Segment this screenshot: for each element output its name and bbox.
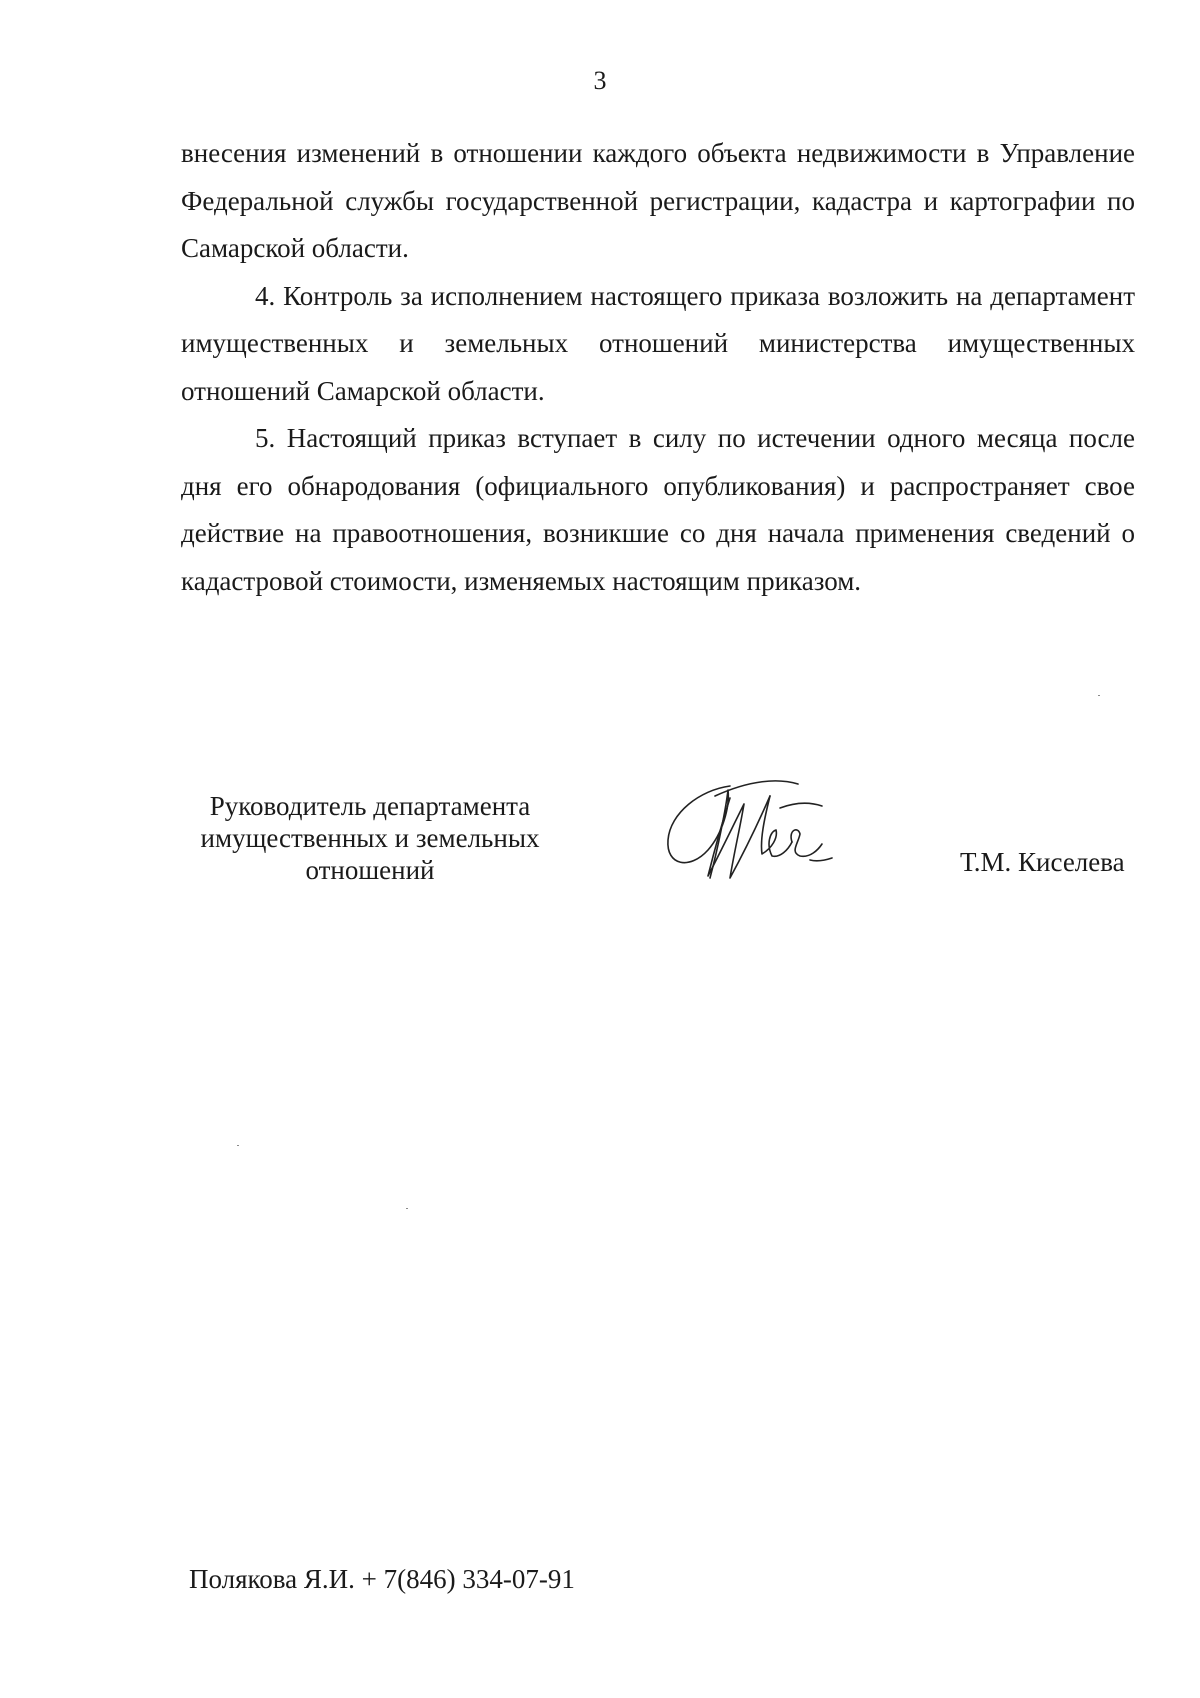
position-line-1: Руководитель департамента — [209, 791, 531, 821]
handwritten-signature — [660, 768, 860, 898]
scan-speck — [1098, 695, 1100, 696]
signer-name: Т.М. Киселева — [960, 847, 1125, 877]
position-line-2: имущественных и земельных — [200, 823, 540, 853]
paragraph-continuation: внесения изменений в отношении каждого объекта недвижимости в Управление Федеральной службы государственной регистрации, кадастра и картографии по Самарской области. — [181, 138, 1135, 263]
footer-contact: Полякова Я.И. + 7(846) 334-07-91 — [189, 1564, 575, 1594]
page-number: 3 — [593, 66, 607, 95]
scan-speck — [406, 1208, 408, 1209]
position-line-3: отношений — [305, 855, 435, 885]
paragraph-item-5: 5. Настоящий приказ вступает в силу по истечении одного месяца после дня его обнародования (официального опубликования) и распространяет свое действие на правоотношения, возникшие со дня начала применения сведений о кадастровой стоимости, изменяемых настоящим приказом. — [181, 423, 1135, 596]
paragraph-item-4: 4. Контроль за исполнением настоящего приказа возложить на департамент имущественных и земельных отношений министерства имущественных отношений Самарской области. — [181, 280, 1135, 406]
document-body — [181, 130, 1135, 605]
signatory-position — [180, 790, 560, 886]
scan-speck — [237, 1145, 239, 1146]
